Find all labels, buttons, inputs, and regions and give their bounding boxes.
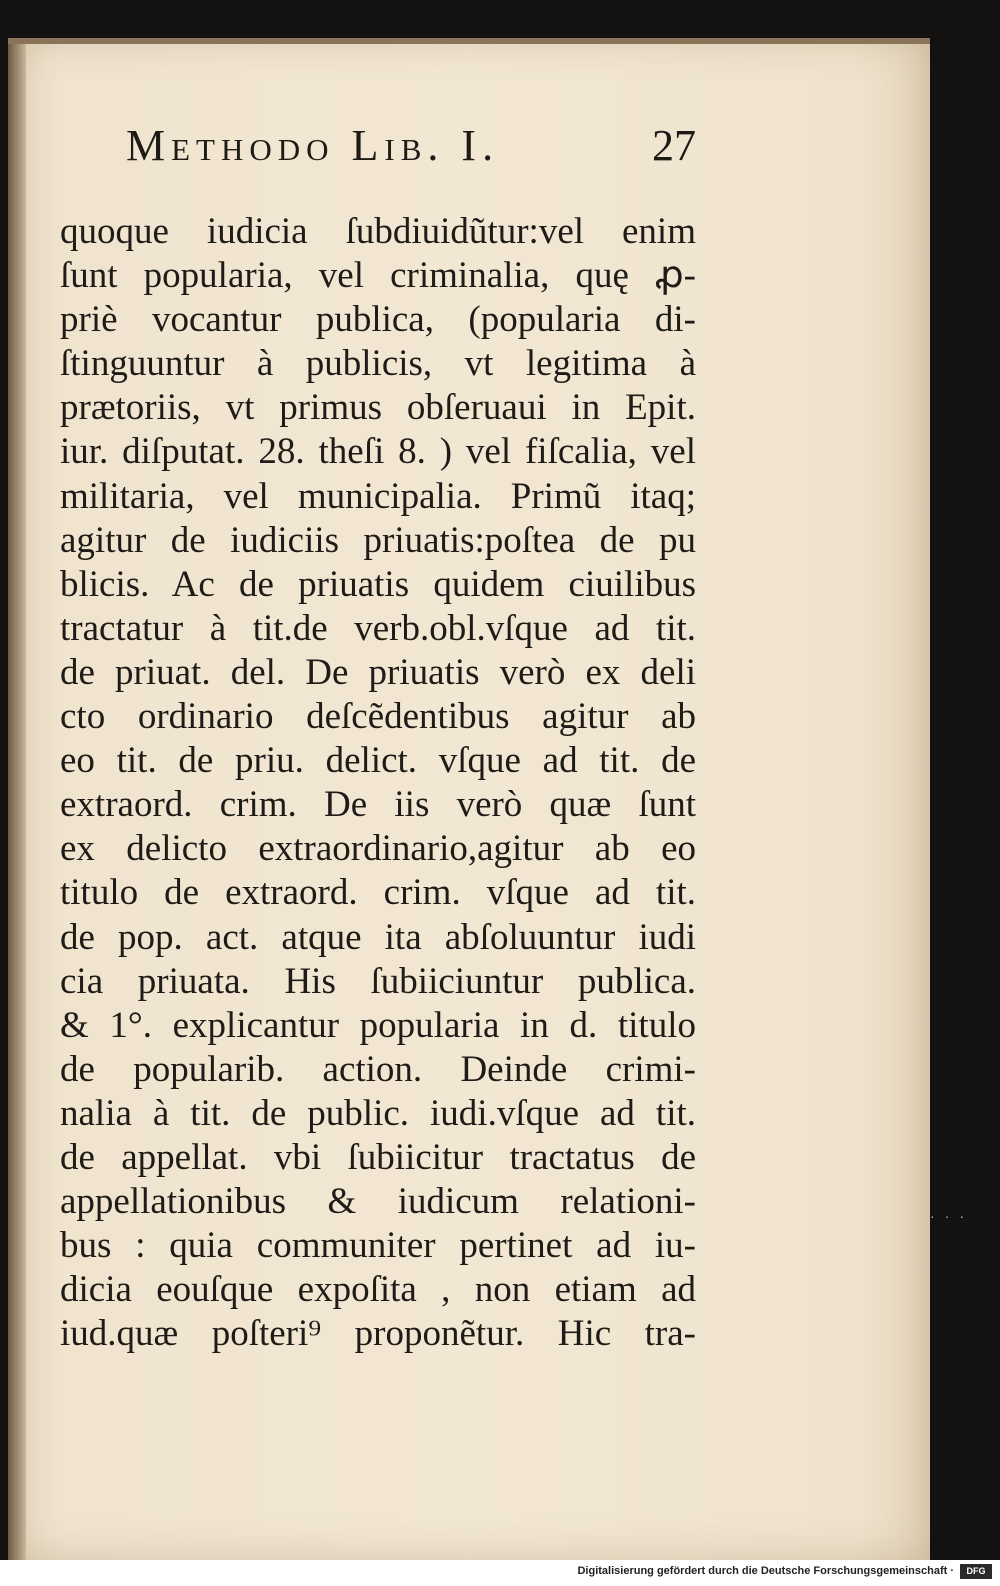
text-line: iud.quæ poſteri⁹ proponẽtur. Hic tra- bbox=[60, 1313, 696, 1355]
text-line: ex delicto extraordinario,agitur ab eo bbox=[60, 828, 696, 870]
text-line: appellationibus & iudicum relationi- bbox=[60, 1181, 696, 1223]
text-line: tractatur à tit.de verb.obl.vſque ad tit. bbox=[60, 607, 696, 649]
page-header bbox=[126, 120, 696, 190]
text-line: & 1°. explicantur popularia in d. titulo bbox=[60, 1004, 696, 1046]
page-spine bbox=[8, 38, 26, 1560]
text-line: blicis. Ac de priuatis quidem ciuilibus bbox=[60, 563, 696, 605]
text-line: nalia à tit. de public. iudi.vſque ad tit. bbox=[60, 1092, 696, 1134]
text-line: militaria, vel municipalia. Primũ itaq; bbox=[60, 475, 696, 517]
scan-dots: ··· bbox=[930, 1208, 974, 1224]
text-line: priè vocantur publica, (popularia di- bbox=[60, 299, 696, 341]
text-line: de popularib. action. Deinde crimi- bbox=[60, 1048, 696, 1090]
running-head: Methodo Lib. I. bbox=[126, 121, 500, 170]
body-text bbox=[60, 210, 696, 1356]
text-line: ſtinguuntur à publicis, vt legitima à bbox=[60, 343, 696, 385]
text-line: de appellat. vbi ſubiicitur tractatus de bbox=[60, 1136, 696, 1178]
scan-footer bbox=[0, 1560, 1000, 1586]
funding-credit: Digitalisierung gefördert durch die Deutsche Forschungsgemeinschaft · bbox=[577, 1565, 954, 1577]
page-top-edge bbox=[8, 38, 930, 44]
text-line: de priuat. del. De priuatis verò ex deli bbox=[60, 651, 696, 693]
dfg-logo: DFG bbox=[960, 1564, 992, 1579]
text-line: cto ordinario deſcẽdentibus agitur ab bbox=[60, 696, 696, 738]
text-line: agitur de iudiciis priuatis:poſtea de pu bbox=[60, 519, 696, 561]
text-line: bus : quia communiter pertinet ad iu- bbox=[60, 1225, 696, 1267]
text-line: de pop. act. atque ita abſoluuntur iudi bbox=[60, 916, 696, 958]
text-line: ſunt popularia, vel criminalia, quę ꝓ- bbox=[60, 255, 696, 297]
text-line: iur. diſputat. 28. theſi 8. ) vel fiſcalia, vel bbox=[60, 431, 696, 473]
page-number: 27 bbox=[652, 121, 696, 170]
text-line: prætoriis, vt primus obſeruaui in Epit. bbox=[60, 387, 696, 429]
text-line: titulo de extraord. crim. vſque ad tit. bbox=[60, 872, 696, 914]
text-line: dicia eouſque expoſita , non etiam ad bbox=[60, 1269, 696, 1311]
text-line: extraord. crim. De iis verò quæ ſunt bbox=[60, 784, 696, 826]
text-line: eo tit. de priu. delict. vſque ad tit. de bbox=[60, 740, 696, 782]
book-page bbox=[8, 38, 930, 1560]
text-line: cia priuata. His ſubiiciuntur publica. bbox=[60, 960, 696, 1002]
text-line: quoque iudicia ſubdiuidũtur:vel enim bbox=[60, 211, 696, 252]
